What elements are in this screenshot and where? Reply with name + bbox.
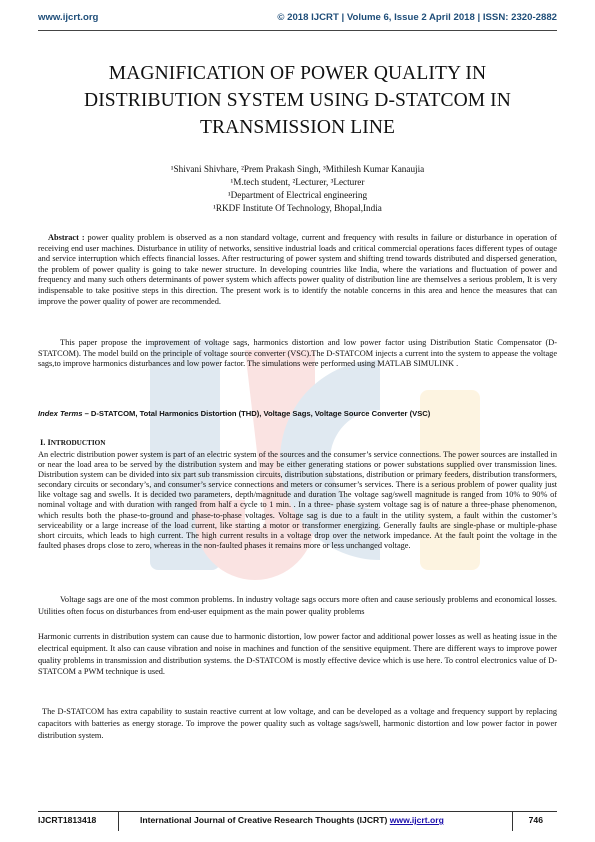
paper-title: MAGNIFICATION OF POWER QUALITY IN DISTRIBUTION SYSTEM USING D-STATCOM IN TRANSMISSION LINE — [84, 63, 511, 138]
intro-paragraph: An electric distribution power system is part of an electric system of the sources and the consumer’s service connections. The power sources are installed in or near the load area to be served by the distribution system and may be either generating stations or power substations supplied over transmission lines. Distribution system can be divided into six part sub transmission circuits, distribution substations, distribution or primary feeders, distribution transformers, secondary circuits or secondary’s, and consumer’s service connections and meters or consumer’s services. There is a serious problem of power quality just like voltage sag and swells. It is decided two parameters, depth/magnitude and duration The voltage sag/swell magnitude is ranged from 10% to 90% of nominal voltage and with duration with ranged from half a cycle to 1 min. . In a three- phase system voltage sag is of nature a three-phase phenomenon, which results both the phase-to-ground and phase-to-phase voltages. Voltage sag is due to a fault in the utility system, a fault within the customer’s serviceability or a large increase of the load current, like starting a motor or transformer energizing. Generally faults are single-phase or multiple-phase short circuits, which leads to high current. The high current results in a voltage drop over the network impedance. At the fault point the voltage in the faulted phases drops close to zero, whereas in the non-faulted phases it remains more or less unchanged voltage. — [38, 450, 557, 550]
author-block — [40, 163, 555, 215]
journal-link[interactable]: www.ijcrt.org — [389, 815, 444, 825]
section-number: I. I — [40, 438, 51, 447]
abstract-text: power quality problem is observed as a non standard voltage, current and frequency with results in failure or disturbance in operation of receiving end user machines. Disturbance in utility of networks, sensitive industrial loads and critical commercial operations faces different types of outage and service interruption which effects financial losses. After restructuring of power system and shifting trend towards distributed and dispersed generation, the problem of power quality is going to take newer structure. In developing countries like India, where the variations and fluctuation of power and frequency and many such others determinants of power system which affects power quality of distribution line are themselves a serious problem, It is very indispensable to take positive steps in this direction. The present work is to identify the notable concerns in this area and hence the measures that can improve the power quality of power are recommended. — [38, 233, 557, 306]
section-heading — [40, 437, 105, 449]
journal-site: www.ijcrt.org — [38, 12, 99, 23]
header-rule — [38, 30, 557, 31]
index-terms-label: Index Terms – — [38, 409, 89, 418]
abstract-paragraph-2: This paper propose the improvement of voltage sags, harmonics distortion and low power factor using Distribution Static Compensator (D-STATCOM). The model build on the principle of voltage source converter (VSC).The D-STATCOM injects a current into the system to appease the voltage sags,to improve harmonics disturbances and low power factor. The simulations were performed using MATLAB SIMULINK . — [38, 338, 557, 369]
journal-citation: © 2018 IJCRT | Volume 6, Issue 2 April 2018 | ISSN: 2320-2882 — [277, 12, 557, 23]
page-number: 746 — [528, 815, 543, 825]
author-names: ¹Shivani Shivhare, ²Prem Prakash Singh, ³Mithilesh Kumar Kanaujia — [170, 164, 425, 174]
voltage-sags-paragraph: Voltage sags are one of the most common problems. In industry voltage sags occurs more often and cause seriously problems and economical losses. Utilities often focus on disturbances from end-user equipment as the main power quality problems — [38, 595, 557, 616]
journal-name-text: International Journal of Creative Research Thoughts (IJCRT) — [140, 815, 390, 825]
journal-name — [140, 815, 444, 825]
page-header — [38, 12, 557, 26]
footer-divider — [118, 811, 119, 831]
paper-id: IJCRT1813418 — [38, 815, 97, 825]
abstract-label: Abstract : — [48, 233, 85, 242]
page-footer — [38, 815, 557, 829]
abstract — [38, 233, 557, 307]
footer-rule — [38, 811, 557, 812]
author-department: ¹Department of Electrical engineering — [227, 190, 368, 200]
author-institute: ¹RKDF Institute Of Technology, Bhopal,India — [213, 203, 382, 213]
footer-divider — [512, 811, 513, 831]
author-roles: ¹M.tech student, ²Lecturer, ³Lecturer — [230, 177, 365, 187]
index-terms — [38, 408, 557, 419]
section-name: NTRODUCTION — [50, 439, 106, 447]
dstatcom-paragraph: The D-STATCOM has extra capability to sustain reactive current at low voltage, and can be developed as a voltage and frequency support by replacing capacitors with batteries as energy storage. To improve the power quality such as voltage sags/swell, harmonic distortion and low power factor in power distribution system. — [38, 707, 557, 740]
index-terms-text: D-STATCOM, Total Harmonics Distortion (THD), Voltage Sags, Voltage Source Converter (VSC) — [90, 409, 431, 418]
harmonic-paragraph: Harmonic currents in distribution system can cause due to harmonic distortion, low power factor and additional power losses as well as heating issue in the electrical equipment. It also can cause vibration and noise in machines and function of the sensitive equipment. There are different ways to improve power quality problems in transmission and distribution systems. the D-STATCOM is mostly effective device which is use here. To control electronics value of D-STATCOM a PWM technique is used. — [38, 632, 557, 677]
